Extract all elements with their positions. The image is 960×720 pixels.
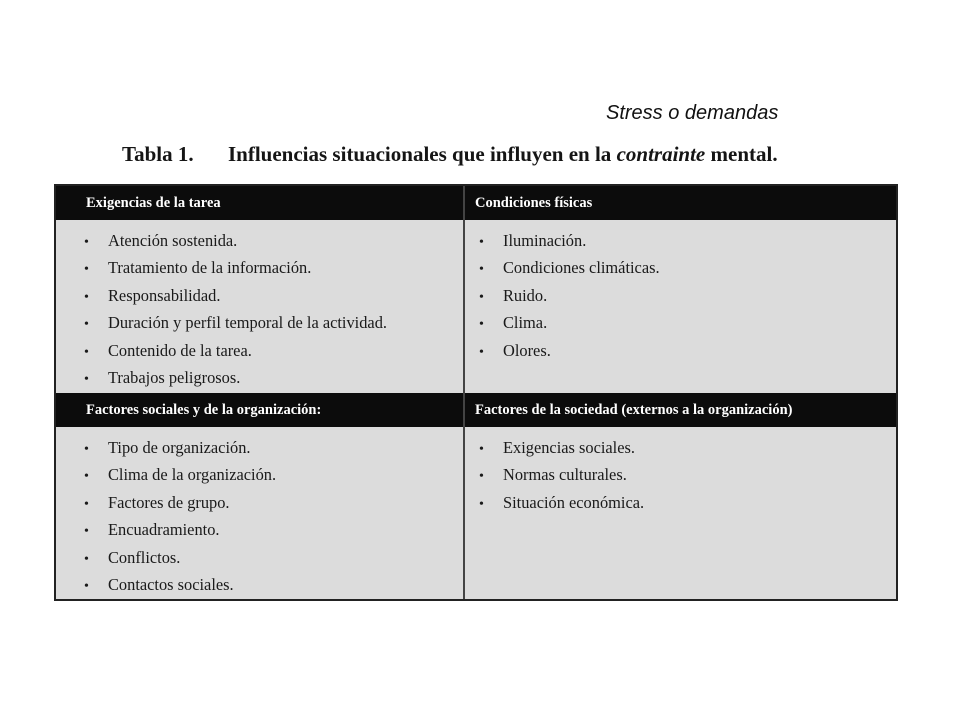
list-item bbox=[84, 254, 463, 281]
social-organizational-list bbox=[84, 434, 463, 598]
list-item bbox=[479, 337, 896, 364]
list-item bbox=[479, 434, 896, 461]
list-item bbox=[84, 309, 463, 336]
bullet-icon: • bbox=[479, 469, 484, 485]
bullet-icon: • bbox=[84, 371, 89, 387]
list-item bbox=[84, 434, 463, 461]
list-item bbox=[479, 461, 896, 488]
list-item bbox=[479, 227, 896, 254]
list-item-text: Factores de grupo. bbox=[108, 492, 230, 512]
list-item bbox=[84, 337, 463, 364]
list-item bbox=[479, 254, 896, 281]
list-item-text: Clima. bbox=[503, 313, 548, 333]
physical-conditions-list bbox=[479, 227, 896, 364]
list-item bbox=[84, 516, 463, 543]
list-item bbox=[84, 461, 463, 488]
list-item-text: Atención sostenida. bbox=[108, 231, 238, 250]
list-item-text: Condiciones climáticas. bbox=[503, 258, 660, 278]
list-item-text: Iluminación. bbox=[503, 231, 587, 250]
table-caption bbox=[122, 142, 778, 167]
bullet-icon: • bbox=[479, 317, 484, 333]
bullet-icon: • bbox=[84, 469, 89, 485]
table-caption-text: Influencias situacionales que influyen en la bbox=[228, 142, 617, 166]
list-item bbox=[84, 489, 463, 516]
list-item bbox=[479, 282, 896, 309]
list-item-text: Conflictos. bbox=[108, 547, 181, 567]
header-task-demands: Exigencias de la tarea bbox=[56, 186, 463, 220]
list-item-text: Exigencias sociales. bbox=[503, 438, 635, 457]
bullet-icon: • bbox=[479, 442, 484, 457]
bullet-icon: • bbox=[84, 496, 89, 512]
list-item bbox=[84, 571, 463, 598]
cell-social-organizational bbox=[56, 434, 463, 598]
list-item-text: Situación económica. bbox=[503, 492, 645, 512]
list-item-text: Encuadramiento. bbox=[108, 520, 220, 540]
list-item-text: Olores. bbox=[503, 340, 551, 360]
bullet-icon: • bbox=[479, 496, 484, 512]
list-item bbox=[84, 227, 463, 254]
list-item-text: Contenido de la tarea. bbox=[108, 340, 252, 360]
influences-table bbox=[54, 184, 898, 601]
bullet-icon: • bbox=[479, 289, 484, 305]
list-item bbox=[479, 309, 896, 336]
header-social-organizational: Factores sociales y de la organización: bbox=[56, 393, 463, 427]
list-item-text: Tratamiento de la información. bbox=[108, 258, 312, 278]
bullet-icon: • bbox=[84, 551, 89, 567]
cell-societal-factors bbox=[465, 434, 896, 516]
list-item bbox=[479, 489, 896, 516]
cell-task-demands bbox=[56, 227, 463, 391]
list-item-text: Tipo de organización. bbox=[108, 438, 251, 457]
bullet-icon: • bbox=[84, 317, 89, 333]
header-societal-factors: Factores de la sociedad (externos a la organización) bbox=[465, 393, 896, 427]
task-demands-list bbox=[84, 227, 463, 391]
list-item-text: Duración y perfil temporal de la actividad. bbox=[108, 313, 387, 333]
societal-factors-list bbox=[479, 434, 896, 516]
bullet-icon: • bbox=[84, 289, 89, 305]
list-item-text: Clima de la organización. bbox=[108, 465, 277, 485]
list-item bbox=[84, 282, 463, 309]
bullet-icon: • bbox=[84, 442, 89, 457]
list-item bbox=[84, 364, 463, 391]
cell-physical-conditions bbox=[465, 227, 896, 364]
list-item-text: Ruido. bbox=[503, 285, 548, 305]
slide-heading: Stress o demandas bbox=[606, 102, 779, 124]
table-caption-end: mental. bbox=[705, 142, 778, 166]
list-item-text: Normas culturales. bbox=[503, 465, 627, 485]
list-item bbox=[84, 544, 463, 571]
bullet-icon: • bbox=[84, 262, 89, 278]
bullet-icon: • bbox=[84, 344, 89, 360]
bullet-icon: • bbox=[84, 578, 89, 594]
bullet-icon: • bbox=[479, 235, 484, 250]
list-item-text: Trabajos peligrosos. bbox=[108, 367, 241, 387]
bullet-icon: • bbox=[479, 344, 484, 360]
table-caption-number: Tabla 1. bbox=[122, 142, 194, 166]
bullet-icon: • bbox=[479, 262, 484, 278]
header-physical-conditions: Condiciones físicas bbox=[465, 186, 896, 220]
bullet-icon: • bbox=[84, 524, 89, 540]
list-item-text: Contactos sociales. bbox=[108, 574, 234, 594]
bullet-icon: • bbox=[84, 235, 89, 250]
table-caption-emphasis: contrainte bbox=[616, 142, 706, 166]
list-item-text: Responsabilidad. bbox=[108, 285, 221, 305]
